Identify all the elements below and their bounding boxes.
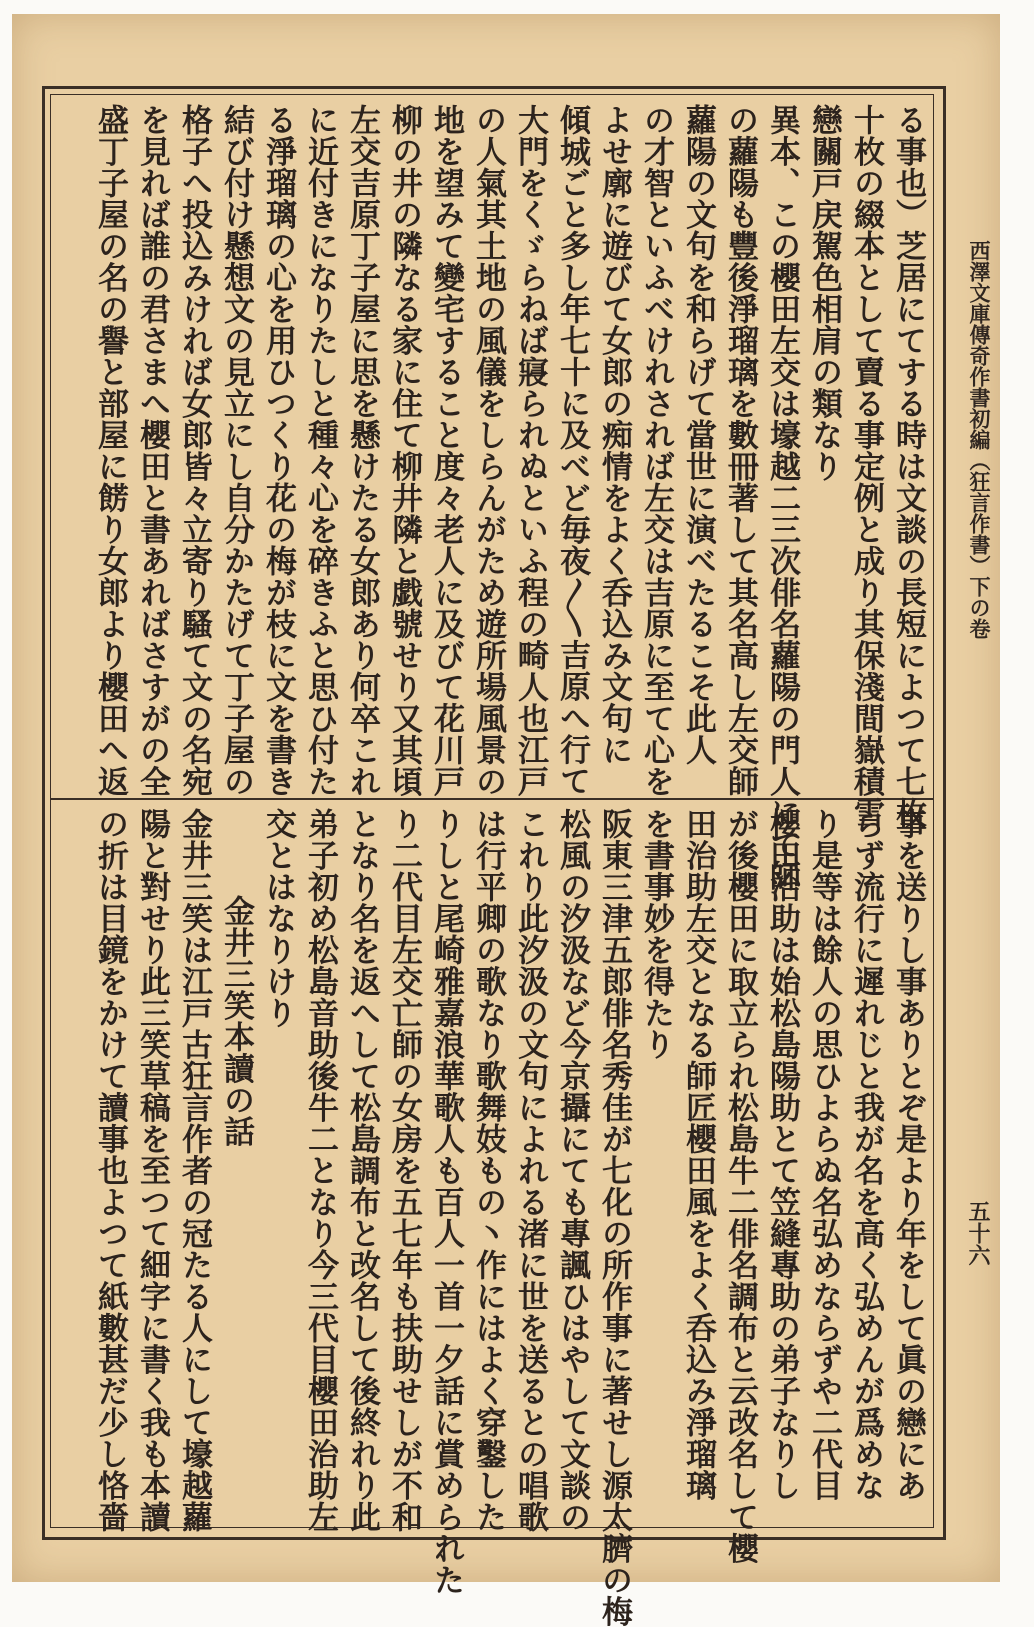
text-column: の蘿陽も豐後淨瑠璃を數冊著して其名高し左交師 bbox=[722, 104, 758, 797]
text-column: 田治助左交となる師匠櫻田風をよく呑込み淨瑠璃 bbox=[680, 808, 716, 1501]
text-column: よせ廓に遊びて女郎の痴情をよく呑込み文句に bbox=[596, 104, 632, 766]
text-column: は行平卿の歌なり歌舞妓もの丶作にはよく穿鑿した bbox=[470, 808, 506, 1533]
text-column: の才智といふべけれされば左交は吉原に至て心を bbox=[638, 104, 674, 797]
text-column: が後櫻田に取立られ松島牛二俳名調布と云改名して櫻 bbox=[722, 808, 758, 1564]
text-column: 結び付け懸想文の見立にし自分かたげて丁子屋の bbox=[218, 104, 254, 797]
text-column: 弟子初め松島音助後牛二となり今三代目櫻田治助左 bbox=[302, 808, 338, 1533]
text-column: 大門をくゞらねば寢られぬといふ程の畸人也江戸 bbox=[512, 104, 548, 797]
text-column: 蘿陽の文句を和らげて當世に演べたるこそ此人 bbox=[680, 104, 716, 766]
text-column: 格子へ投込みければ女郎皆々立寄り騷て文の名宛 bbox=[176, 104, 212, 797]
section-heading: 金井三笑本讀の話 bbox=[218, 895, 254, 1147]
text-column: 戀關戸戻駕色相肩の類なり bbox=[806, 104, 842, 482]
text-column: 柳の井の隣なる家に住て柳井隣と戯號せり又其頃 bbox=[386, 104, 422, 797]
text-column: となり名を返へして松島調布と改名して後終れり此 bbox=[344, 808, 380, 1533]
text-column: 盛丁子屋の名の譽と部屋に餝り女郎より櫻田へ返 bbox=[92, 104, 128, 797]
text-column: 十枚の綴本として賣る事定例と成り其保淺間嶽積雪 bbox=[848, 104, 884, 829]
text-column: り二代目左交亡師の女房を五七年も扶助せしが不和 bbox=[386, 808, 422, 1533]
text-column: る淨瑠璃の心を用ひつくり花の梅が枝に文を書き bbox=[260, 104, 296, 797]
text-column: 地を望みて變宅すること度々老人に及びて花川戸 bbox=[428, 104, 464, 797]
text-column: 交とはなりけり bbox=[260, 808, 296, 1029]
text-column: を見れば誰の君さまへ櫻田と書あればさすがの全 bbox=[134, 104, 170, 797]
text-column: らず流行に遲れじと我が名を高く弘めんが爲めな bbox=[848, 808, 884, 1501]
text-column: り是等は餘人の思ひよらぬ名弘めならずや二代目 bbox=[806, 808, 842, 1501]
section-divider bbox=[50, 798, 934, 800]
text-column: 左交吉原丁子屋に思を懸けたる女郎あり何卒これ bbox=[344, 104, 380, 797]
text-column: に近付きになりたしと種々心を碎きふと思ひ付た bbox=[302, 104, 338, 797]
text-column: 櫻田治助は始松島陽助とて笠縫專助の弟子なりし bbox=[764, 808, 800, 1501]
page-number: 五十六 bbox=[965, 1200, 991, 1266]
text-column: 松風の汐汲など今京攝にても專諷ひはやして文談の bbox=[554, 808, 590, 1533]
text-column: これり此汐汲の文句によれる渚に世を送るとの唱歌 bbox=[512, 808, 548, 1533]
text-column: る事也）芝居にてする時は文談の長短によつて七枚 bbox=[890, 104, 926, 829]
text-column: 事を送りし事ありとぞ是より年をして眞の戀にあ bbox=[890, 808, 926, 1501]
text-column: りしと尾崎雅嘉浪華歌人も百人一首一夕話に賞められた bbox=[428, 808, 464, 1596]
text-column: 陽と對せり此三笑草稿を至つて細字に書く我も本讀 bbox=[134, 808, 170, 1533]
running-header: 西澤文庫傳奇作書初編（狂言作書）下の卷 bbox=[967, 240, 992, 639]
text-column: 異本、この櫻田左交は壕越二三次俳名蘿陽の門人にて師 bbox=[764, 104, 800, 892]
text-column: の折は目鏡をかけて讀事也よつて紙數甚だ少し恪嗇 bbox=[92, 808, 128, 1533]
text-column: 傾城ごと多し年七十に及べど毎夜〳〵吉原へ行て bbox=[554, 104, 590, 797]
text-column: を書事妙を得たり bbox=[638, 808, 674, 1060]
text-column: の人氣其土地の風儀をしらんがため遊所場風景の bbox=[470, 104, 506, 797]
text-column: 金井三笑は江戸古狂言作者の冠たる人にして壕越蘿 bbox=[176, 808, 212, 1533]
text-column: 阪東三津五郎俳名秀佳が七化の所作事に著せし源太臍の梅 bbox=[596, 808, 632, 1627]
